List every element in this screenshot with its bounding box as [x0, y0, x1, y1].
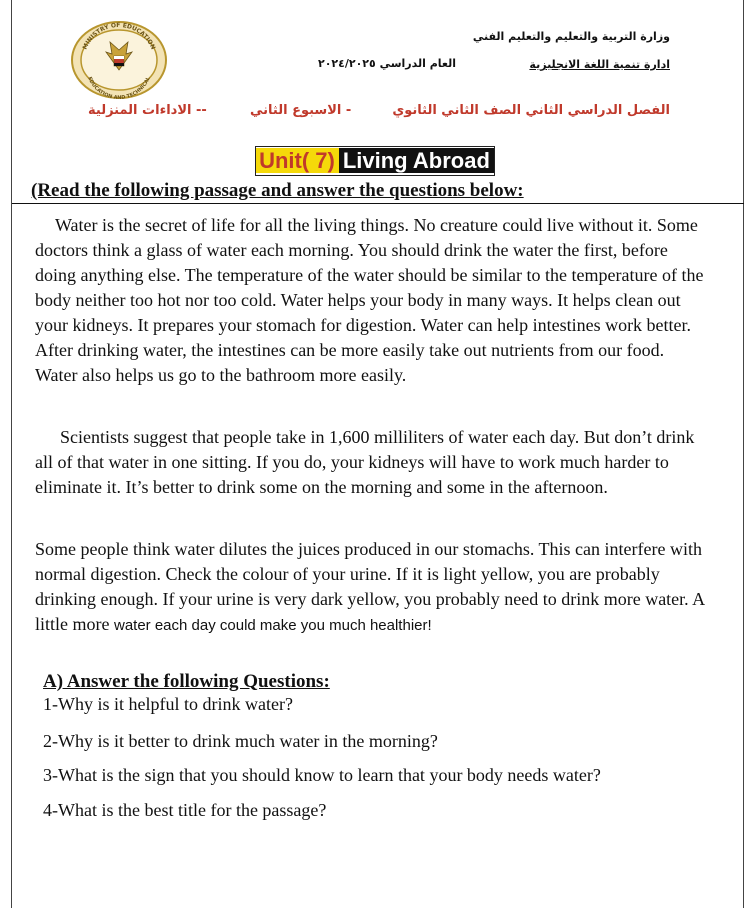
ministry-seal-icon: [70, 20, 168, 100]
question-item: 1-Why is it helpful to drink water?: [43, 694, 293, 714]
academic-year: العام الدراسي ٢٠٢٤/٢٠٢٥: [318, 57, 456, 70]
department-name: ادارة تنمية اللغة الانجليزية: [529, 58, 670, 71]
divider-line: [12, 203, 744, 204]
page-border-left: [11, 0, 12, 908]
week-label: - الاسبوع الثاني: [250, 103, 352, 118]
logo-text-bottom: EDUCATION AND TECHNICAL: [86, 76, 152, 100]
homework-label: -- الاداءات المنزلية: [88, 103, 207, 118]
term-grade: الفصل الدراسي الثاني الصف الثاني الثانوي: [392, 103, 670, 118]
page-border-right: [743, 0, 744, 908]
ministry-name: وزارة التربية والتعليم والتعليم الفني: [472, 30, 670, 43]
passage-instruction: (Read the following passage and answer the questions below:: [31, 180, 524, 201]
passage-paragraph: [35, 537, 710, 638]
passage-paragraph: Water is the secret of life for all the living things. No creature could live without it. Some doctors think a glass of water each morning. You should drink the water the first, before doing anything else. The temperature of the water should be similar to the temperature of the body neither too hot nor too cold. Water helps your body in many ways. It helps clean out your kidneys. It prepares your stomach for digestion. Water can help intestines work better. After drinking water, the intestines can be more easily take out nutrients from our food. Water also helps us go to the bathroom more easily.: [35, 215, 704, 385]
question-item: 3-What is the sign that you should know to learn that your body needs water?: [43, 765, 601, 785]
question-item: 4-What is the best title for the passage?: [43, 800, 327, 820]
unit-name: Living Abroad: [339, 148, 494, 173]
unit-title-box: [255, 146, 495, 176]
passage-paragraph-tail: water each day could make you much healthier!: [113, 617, 432, 634]
passage-paragraph: Scientists suggest that people take in 1,600 milliliters of water each day. But don’t drink all of that water in one sitting. If you do, your kidneys will have to work much harder to eliminate it. It’s better to drink some on the morning and some in the afternoon.: [35, 427, 695, 497]
unit-title: [0, 146, 750, 176]
questions-heading: A) Answer the following Questions:: [43, 671, 330, 692]
question-item: 2-Why is it better to drink much water in the morning?: [43, 731, 438, 751]
unit-number: Unit( 7): [256, 148, 339, 173]
passage-paragraph-text: Some people think water dilutes the juices produced in our stomachs. This can interfere with normal digestion. Check the colour of your urine. If it is light yellow, you are probably drinking enough. If your urine is very dark yellow, you probably need to drink more water. A little more: [35, 539, 705, 634]
logo-text-top: MINISTRY OF EDUCATION: [81, 21, 157, 51]
